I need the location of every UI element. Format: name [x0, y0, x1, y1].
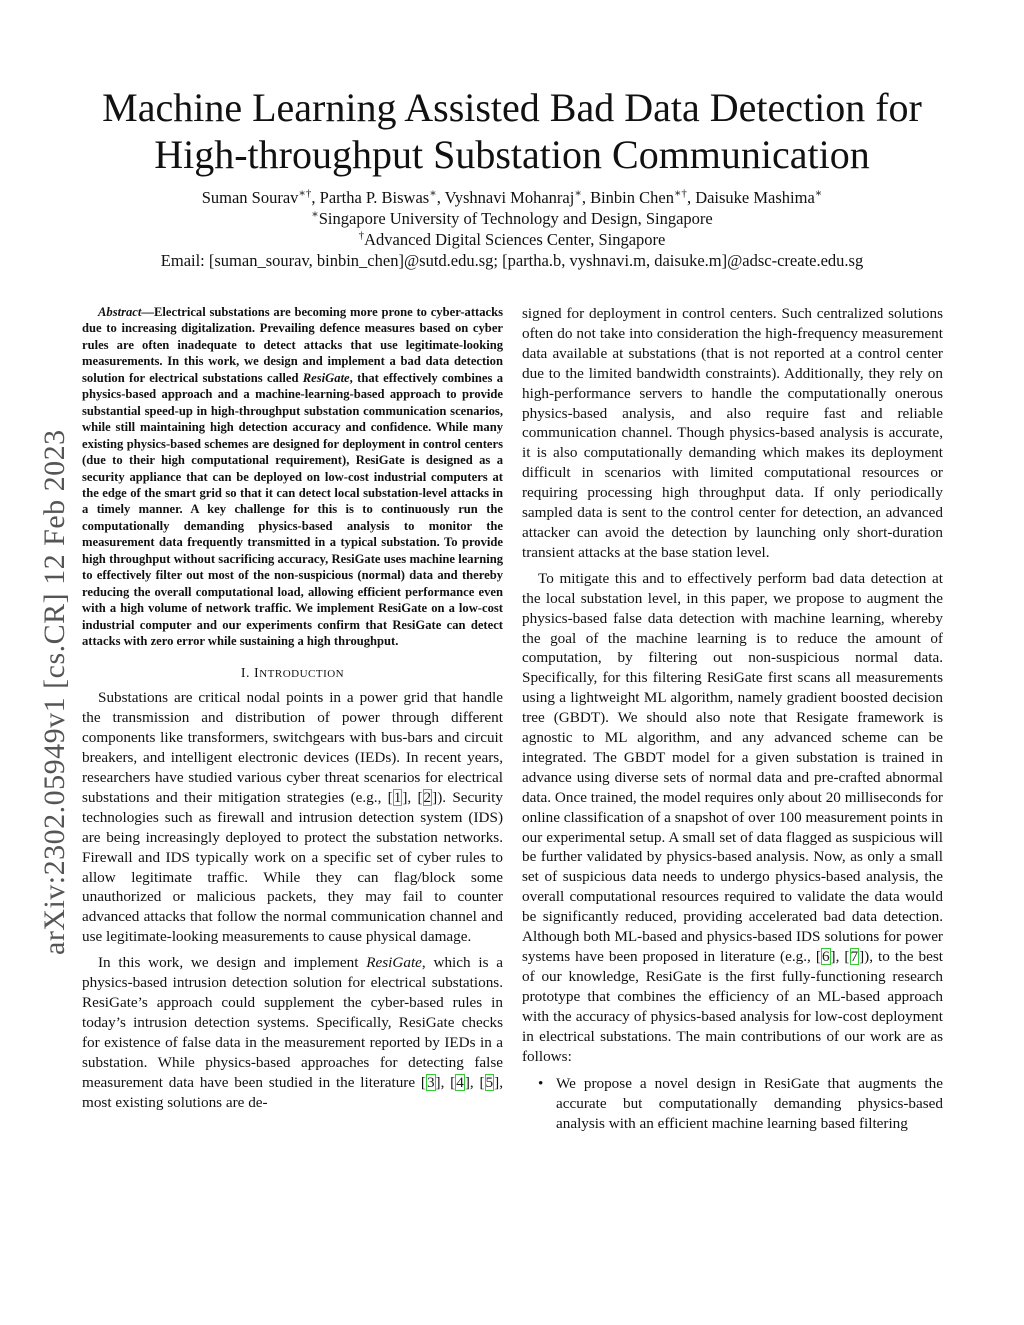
right-paragraph-1: signed for deployment in control centers. Such centralized solutions often do not take into consideration the high-frequency measurement data available at substations (that is not reported at a control center due to the limited bandwidth constraints). Additionally, they rely on high-performance servers to handle the computationally onerous physics-based analysis, and also require fast and reliable communication channel. Though physics-based analysis is accurate, it is also computationally demanding which makes its deployment difficult in scenarios with limited computational resources or requiring processing high throughput data. If only periodically sampled data is sent to the control center for detection, an advanced attacker can avoid the detection by launching only short-duration transient attacks at the base station level. [522, 305, 943, 561]
paragraph-text: ], [ [402, 788, 423, 806]
left-column [82, 304, 503, 1118]
author-affiliation-mark: ∗ [814, 187, 823, 200]
paragraph-text: ], [ [830, 948, 850, 965]
paragraph-text: Substations are critical nodal points in a power grid that handle the transmission and distribution of power through different components like transformers, switchgears with bus-bars and circuit breakers, and intelligent electronic devices (IEDs). In recent years, researchers have studied various cyber threat scenarios for electrical substations and their mitigation strategies (e.g., [ [82, 689, 503, 806]
right-column [522, 304, 943, 1134]
list-item-text: We propose a novel design in ResiGate that augments the accurate but computationally demanding physics-based analysis with an efficient machine learning based filtering [556, 1075, 943, 1133]
citation-link[interactable]: 7 [850, 948, 859, 965]
system-name: ResiGate [302, 370, 350, 385]
author-name: , Vyshnavi Mohanraj [436, 188, 575, 207]
intro-paragraph-2 [82, 953, 503, 1112]
author-affiliation-mark: ∗ [429, 187, 437, 200]
title-line-1: Machine Learning Assisted Bad Data Detection for [102, 85, 922, 130]
author-list [60, 187, 964, 208]
citation-link[interactable]: 2 [423, 788, 432, 806]
abstract-text: Electrical substations are becoming more prone to cyber-attacks due to increasing digitalization. Prevailing defence measures based on cyber rules are often inadequate to detect attacks that use legitimate-looking measurements. In this work, we design and implement a bad data detection solution for electrical substations called [82, 305, 503, 385]
paper-title [60, 84, 964, 178]
affiliation-2 [60, 229, 964, 250]
paragraph-text: ]). Security technologies such as firewall and intrusion detection system (IDS) are being increasingly deployed to protect the substation networks. Firewall and IDS typically work on a specific set of cyber rules to allow legitimate traffic. While they can flag/block some unauthorized or malicious packets, they may fail to counter advanced attacks that follow the normal communication channel and use legitimate-looking measurements to cause physical damage. [82, 788, 503, 946]
paragraph-text: ], [ [435, 1073, 456, 1091]
section-heading-introduction [82, 664, 503, 685]
author-name: , Binbin Chen [581, 188, 674, 207]
affiliation-text: Advanced Digital Sciences Center, Singapore [364, 230, 666, 249]
paragraph-text: ]), to the best of our knowledge, ResiGate is the first fully-functioning research prototype that combines the efficiency of an ML-based approach with the accuracy of physics-based analysis for low-cost deployment in electrical substations. The main contributions of our work are as follows: [522, 948, 943, 1065]
citation-link[interactable]: 5 [485, 1073, 494, 1091]
system-name: ResiGate [366, 954, 422, 972]
citation-link[interactable]: 3 [426, 1073, 435, 1091]
contributions-list [522, 1074, 943, 1134]
section-title-rest: NTRODUCTION [259, 667, 345, 680]
author-name: Suman Sourav [201, 188, 299, 207]
title-line-2: High-throughput Substation Communication [154, 132, 870, 177]
affiliation-mark: ∗ [311, 208, 319, 221]
author-block [60, 187, 964, 271]
author-name: , Partha P. Biswas [311, 188, 430, 207]
citation-link[interactable]: 4 [456, 1073, 464, 1091]
abstract-label: Abstract [98, 305, 142, 319]
bullet-icon: • [538, 1075, 544, 1093]
intro-paragraph-1 [82, 688, 503, 947]
affiliation-text: Singapore University of Technology and Design, Singapore [318, 209, 713, 228]
section-title-initial: I [254, 665, 260, 681]
abstract [82, 304, 503, 650]
paragraph-text: ], most existing solutions are de- [82, 1073, 503, 1111]
author-affiliation-mark: ∗ [574, 187, 582, 200]
author-affiliation-mark: ∗† [673, 187, 687, 200]
paragraph-text: In this work, we design and implement [98, 954, 367, 972]
citation-link[interactable]: 1 [393, 788, 402, 806]
abstract-text: , that effectively combines a physics-based approach and a machine-learning-based approach to provide substantial speed-up in high-throughput substation communication scenarios, while still maintaining high detection accuracy and confidence. While many existing physics-based schemes are designed for deployment in control centers (due to their high computational requirement), ResiGate is designed as a security appliance that can be deployed on low-cost industrial computers at the edge of the smart grid so that it can detect local substation-level attacks in a timely manner. A key challenge for this is to continuously run the computationally demanding physics-based analysis to monitor the measurement data frequently transmitted in a typical substation. To provide high throughput without sacrificing accuracy, ResiGate uses machine learning to effectively filter out most of the non-suspicious (normal) data and thereby reducing the overall computational load, allowing efficient performance even with a high volume of network traffic. We implement ResiGate on a low-cost industrial computer and our experiments confirm that ResiGate can detect attacks with zero error while sustaining a high throughput. [82, 370, 503, 649]
affiliation-1 [60, 208, 964, 229]
arxiv-identifier: arXiv:2302.05949v1 [cs.CR] 12 Feb 2023 [38, 429, 71, 955]
author-affiliation-mark: ∗† [298, 187, 312, 200]
author-emails: Email: [suman_sourav, binbin_chen]@sutd.edu.sg; [partha.b, vyshnavi.m, daisuke.m]@adsc-create.edu.sg [160, 251, 864, 270]
abstract-dash: — [141, 305, 154, 319]
author-name: , Daisuke Mashima [686, 188, 815, 207]
list-item [538, 1074, 943, 1134]
affiliation-mark: † [358, 229, 365, 242]
right-paragraph-2 [522, 569, 943, 1067]
citation-link[interactable]: 6 [821, 948, 830, 965]
paragraph-text: ], [ [464, 1073, 485, 1091]
paragraph-text: , which is a physics-based intrusion detection solution for electrical substations. ResiGate’s approach could supplement the cyber-based rules in today’s intrusion detection systems. Specifically, ResiGate checks for existence of false data in the measurement reported by IEDs in a substation. While physics-based approaches for detecting false measurement data have been studied in the literature [ [82, 954, 503, 1091]
paragraph-text: To mitigate this and to effectively perform bad data detection at the local substation level, in this paper, we propose to augment the physics-based false data detection with machine learning, whereby the goal of the machine learning is to reduce the amount of computation, by filtering out non-suspicious normal data. Specifically, for this filtering ResiGate first scans all measurements using a lightweight ML algorithm, namely gradient boosted decision tree (GBDT). We should also note that Resigate framework is agnostic to ML algorithm, and any advanced scheme can be integrated. The GBDT model for a given substation is trained in advance using diverse sets of normal data and pre-crafted abnormal data. Once trained, the model requires only about 20 milliseconds for online classification of a snapshot of over 100 measurement points in our experimental setup. A small set of data flagged as suspicious will be further validated by physics-based analysis. Now, as only a small set of suspicious data needs to undergo physics-based analysis, the overall computational resources required to validate the data would be significantly reduced, providing accelerated bad data detection. Although both ML-based and physics-based IDS solutions for power systems have been proposed in literature (e.g., [ [522, 569, 943, 965]
section-number: I. [240, 665, 255, 681]
